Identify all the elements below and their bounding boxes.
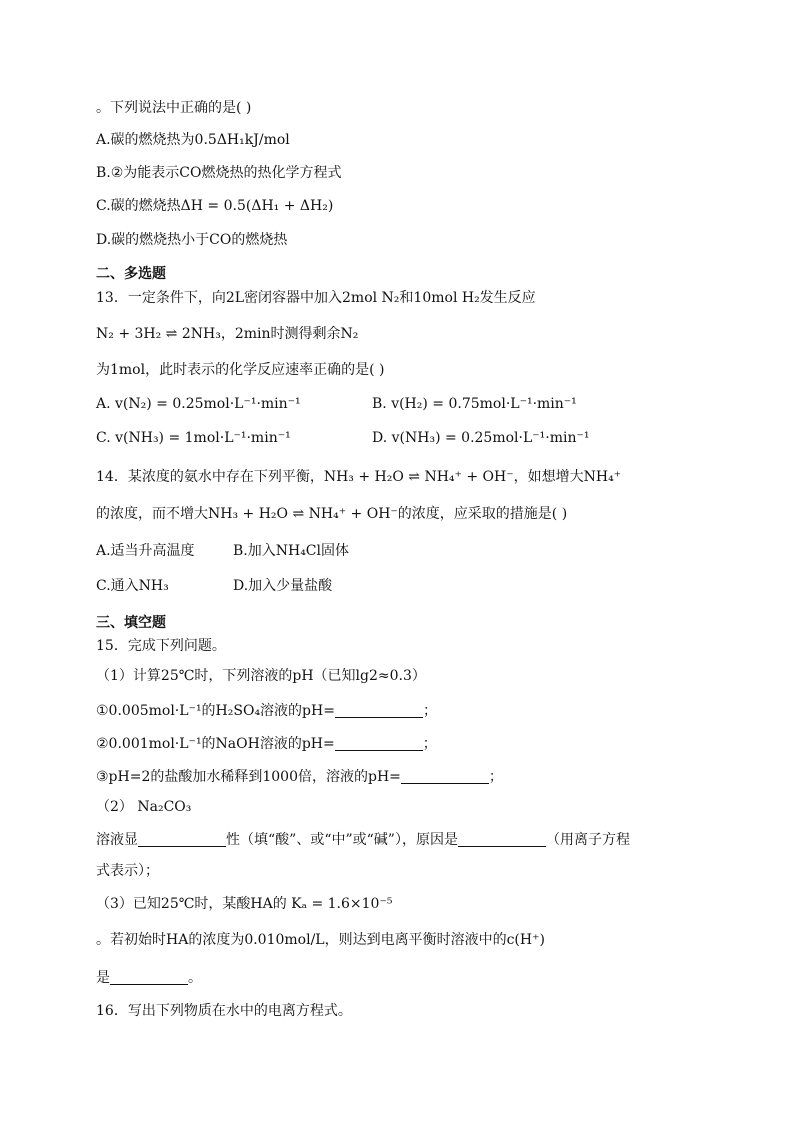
question-15-part1-c: ③pH=2的盐酸加水稀释到1000倍，溶液的pH= ； bbox=[96, 769, 503, 785]
question-15-part1-b: ②0.001mol·L⁻¹的NaOH溶液的pH= ； bbox=[96, 736, 437, 752]
question-16-stem: 16．写出下列物质在水中的电离方程式。 bbox=[96, 1003, 352, 1019]
question-15-part3: （3）已知25℃时，某酸HA的 Kₐ = 1.6×10⁻⁵ bbox=[96, 896, 393, 912]
question-13-options-row2 bbox=[96, 428, 734, 448]
question-14-options-row2 bbox=[96, 576, 734, 596]
option-a: A.适当升高温度 bbox=[96, 543, 195, 559]
option-line: 。下列说法中正确的是( ) bbox=[96, 100, 252, 116]
question-15-part3-a: 。若初始时HA的浓度为0.010mol/L，则达到电离平衡时溶液中的c(H⁺) bbox=[96, 932, 545, 948]
option-c: C.通入NH₃ bbox=[96, 578, 169, 594]
question-14-stem: 14．某浓度的氨水中存在下列平衡，NH₃ + H₂O ⇌ NH₄⁺ + OH⁻，如想增大NH₄⁺ bbox=[96, 469, 622, 485]
answer-blank[interactable] bbox=[401, 767, 489, 784]
option-a: A.碳的燃烧热为0.5ΔH₁kJ/mol bbox=[96, 132, 290, 148]
question-13-options-row1 bbox=[96, 394, 734, 414]
option-d: D.碳的燃烧热小于CO的燃烧热 bbox=[96, 232, 288, 248]
question-14-stem-cont: 的浓度，而不增大NH₃ + H₂O ⇌ NH₄⁺ + OH⁻的浓度，应采取的措施是( ) bbox=[96, 506, 568, 522]
answer-blank[interactable] bbox=[110, 968, 188, 985]
answer-blank[interactable] bbox=[335, 734, 423, 751]
question-13-stem: 13．一定条件下，向2L密闭容器中加入2mol N₂和10mol H₂发生反应 bbox=[96, 290, 536, 306]
question-14-options-row1 bbox=[96, 541, 734, 561]
option-b: B.②为能表示CO燃烧热的热化学方程式 bbox=[96, 165, 342, 181]
question-15-part2-a: 溶液显 性（填“酸”、或“中”或“碱”），原因是 （用离子方程 bbox=[96, 832, 630, 848]
section-heading-multi: 二、多选题 bbox=[96, 266, 166, 282]
question-15-part2: （2） Na₂CO₃ bbox=[96, 799, 192, 815]
option-b: B. v(H₂) = 0.75mol·L⁻¹·min⁻¹ bbox=[372, 396, 577, 412]
question-13-equation: N₂ + 3H₂ ⇌ 2NH₃，2min时测得剩余N₂ bbox=[96, 326, 359, 342]
option-d: D. v(NH₃) = 0.25mol·L⁻¹·min⁻¹ bbox=[372, 430, 590, 446]
question-15-stem: 15．完成下列问题。 bbox=[96, 638, 226, 654]
answer-blank[interactable] bbox=[138, 830, 226, 847]
answer-blank[interactable] bbox=[458, 830, 546, 847]
option-c: C.碳的燃烧热ΔH = 0.5(ΔH₁ + ΔH₂) bbox=[96, 198, 334, 214]
question-15-part2-b: 式表示）； bbox=[96, 863, 159, 879]
section-heading-fill: 三、填空题 bbox=[96, 615, 166, 631]
option-c: C. v(NH₃) = 1mol·L⁻¹·min⁻¹ bbox=[96, 430, 291, 446]
question-15-part1: （1）计算25℃时，下列溶液的pH（已知lg2≈0.3） bbox=[96, 668, 426, 684]
question-13-stem-cont: 为1mol，此时表示的化学反应速率正确的是( ) bbox=[96, 362, 385, 378]
question-15-part3-b: 是 。 bbox=[96, 970, 202, 986]
option-b: B.加入NH₄Cl固体 bbox=[233, 543, 349, 559]
answer-blank[interactable] bbox=[335, 701, 423, 718]
option-a: A. v(N₂) = 0.25mol·L⁻¹·min⁻¹ bbox=[96, 396, 301, 412]
option-d: D.加入少量盐酸 bbox=[233, 578, 333, 594]
question-15-part1-a: ①0.005mol·L⁻¹的H₂SO₄溶液的pH= ； bbox=[96, 703, 437, 719]
